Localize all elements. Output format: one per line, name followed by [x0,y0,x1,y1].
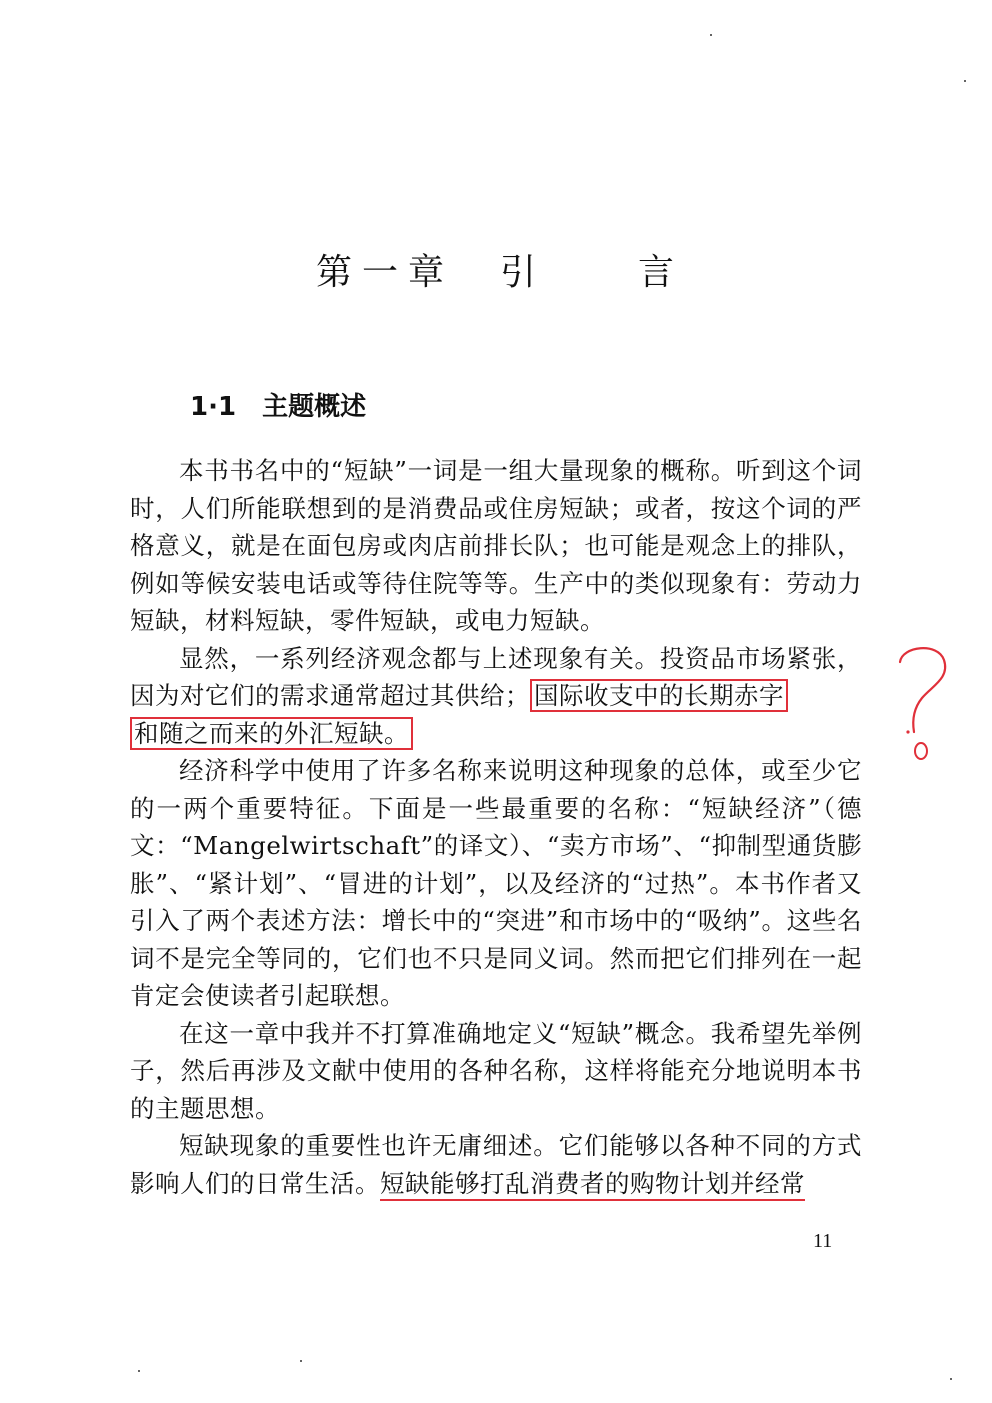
scan-speck [300,1360,302,1362]
section-heading [190,386,366,423]
handwritten-question-mark-icon [888,640,958,774]
red-box-annotation-2: 和随之而来的外汇短缺。 [130,717,413,750]
paragraph-4: 在这一章中我并不打算准确地定义“短缺”概念。我希望先举例子，然后再涉及文献中使用的各种名称，这样将能充分地说明本书的主题思想。 [130,1018,862,1123]
scan-speck [950,1378,952,1380]
chapter-title: 第一章 引 言 [315,252,684,293]
red-box-annotation-1: 国际收支中的长期赤字 [530,679,788,712]
page-number: 11 [813,1230,833,1252]
scan-speck [964,80,966,82]
red-underline-annotation: 短缺能够打乱消费者的购物计划并经常 [380,1169,805,1201]
body-text [130,452,862,1202]
paragraph-2 [130,640,862,753]
scan-speck [710,34,712,36]
paragraph-5 [130,1127,862,1202]
paragraph-1: 本书书名中的“短缺”一词是一组大量现象的概称。听到这个词时，人们所能联想到的是消费品或住房短缺；或者，按这个词的严格意义，就是在面包房或肉店前排长队；也可能是观念上的排队，例如等候安装电话或等待住院等等。生产中的类似现象有：劳动力短缺，材料短缺，零件短缺，或电力短缺。 [130,456,862,635]
section-title: 主题概述 [262,392,367,422]
paragraph-2-text: 显然，一系列经济观念都与上述现象有关。投资品市场紧张，因为对它们的需求通常超过其供给； [130,643,862,710]
paragraph-5-text: 短缺现象的重要性也许无庸细述。它们能够以各种不同的方式影响人们的日常生活。 [130,1131,862,1198]
paragraph-3: 经济科学中使用了许多名称来说明这种现象的总体，或至少它的一两个重要特征。下面是一些最重要的名称：“短缺经济”（德文：“Mangelwirtschaft”的译文）、“卖方市场”、“抑制型通货膨胀”、“紧计划”、“冒进的计划”，以及经济的“过热”。本书作者又引入了两个表述方法：增长中的“突进”和市场中的“吸纳”。这些名词不是完全等同的，它们也不只是同义词。然而把它们排列在一起肯定会使读者引起联想。 [130,756,862,1010]
section-number: 1·1 [190,392,237,422]
scan-speck [138,1370,140,1372]
